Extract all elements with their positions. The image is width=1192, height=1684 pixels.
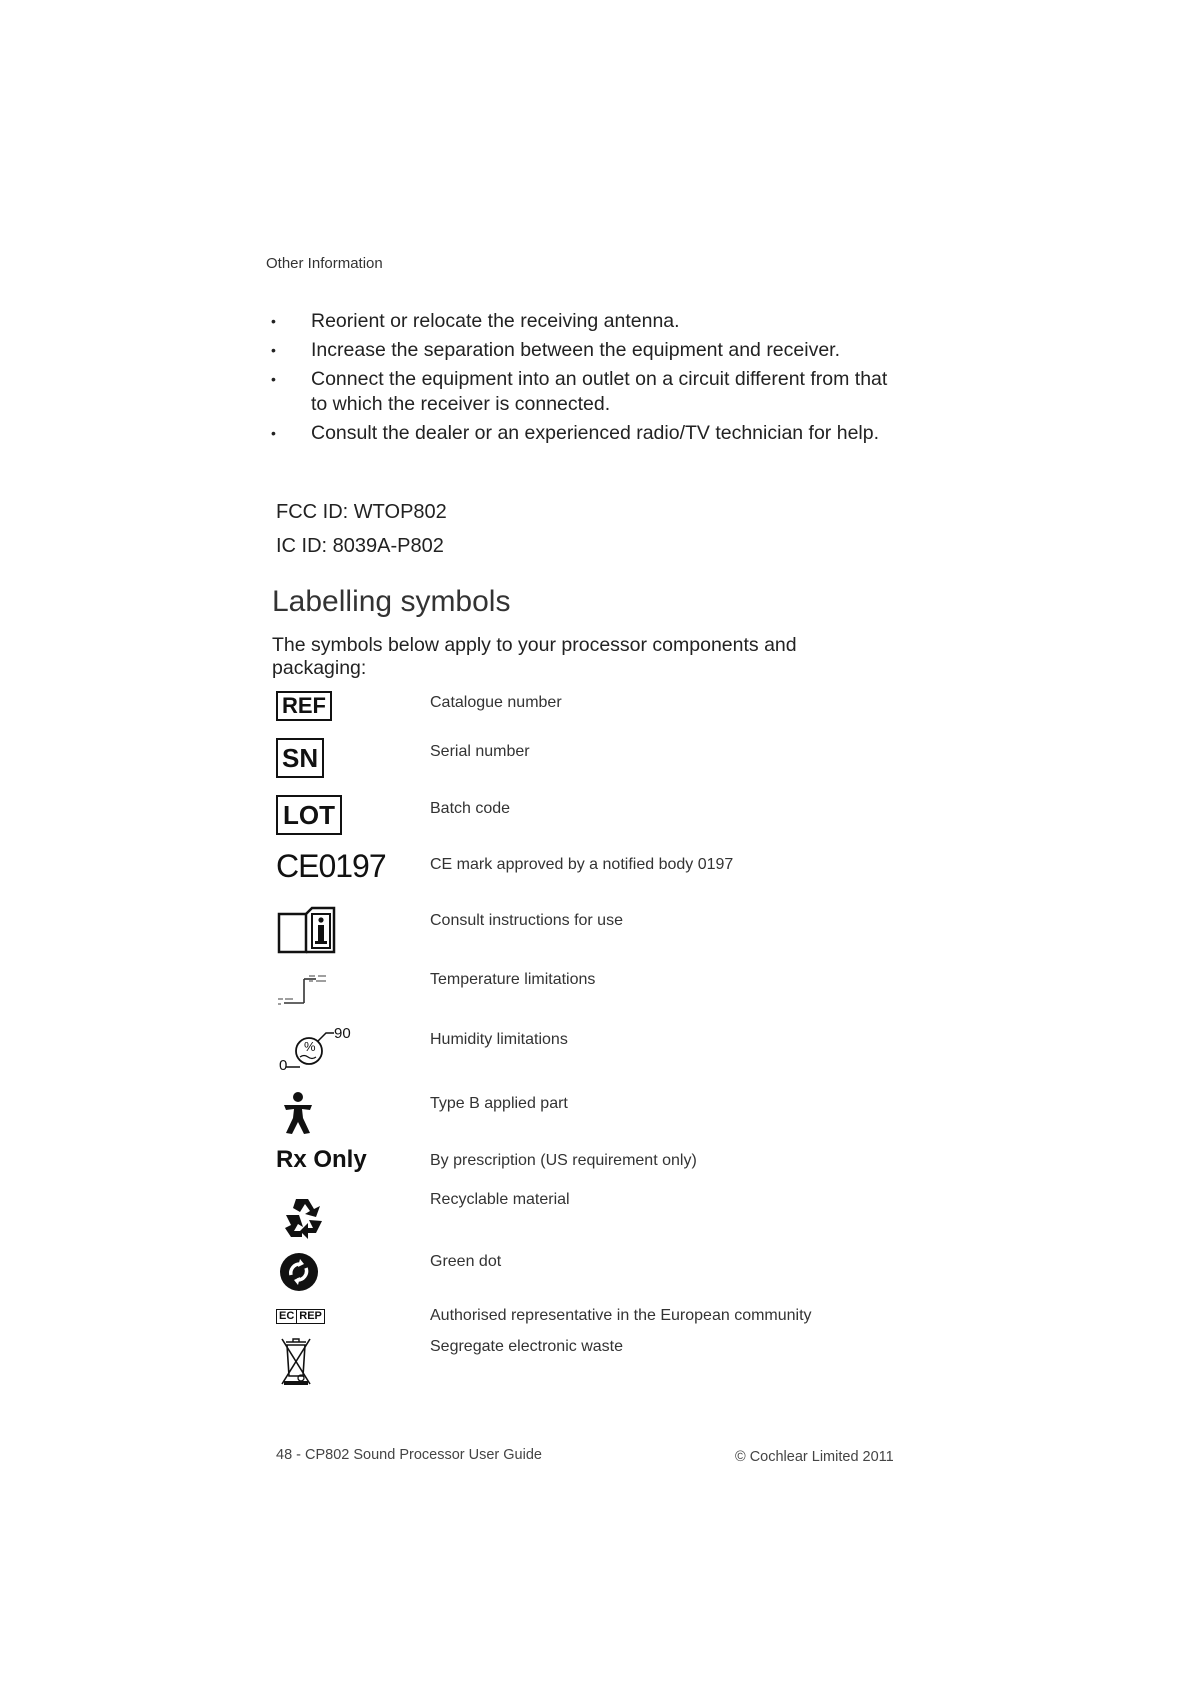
symbol-row-ce [0,848,1192,884]
lot-icon: LOT [276,795,342,835]
symbol-row-temperature [0,971,1192,988]
humidity-percent: % [304,1039,316,1054]
regulatory-ids [276,495,447,563]
humidity-high: 90 [334,1025,351,1042]
section-label: Other Information [266,255,383,272]
symbol-description: By prescription (US requirement only) [430,1152,697,1169]
ref-icon: REF [276,691,332,721]
fcc-id: FCC ID: WTOP802 [276,501,447,523]
list-item: • Connect the equipment into an outlet on a circuit different from that to which the receiver is connected. [271,368,888,415]
footer-page-title: 48 - CP802 Sound Processor User Guide [276,1447,542,1463]
symbol-row-type-b [0,1095,1192,1112]
symbol-description: Authorised representative in the European community [430,1307,812,1324]
sn-icon: SN [276,738,324,778]
symbol-row-sn [0,743,1192,773]
symbol-description: CE mark approved by a notified body 0197 [430,856,734,873]
symbol-description: Segregate electronic waste [430,1338,623,1355]
symbol-description: Consult instructions for use [430,912,623,929]
list-item: • Increase the separation between the equipment and receiver. [271,339,841,361]
ec-rep-icon: EC REP [276,1306,325,1324]
symbol-description: Serial number [430,743,530,760]
weee-bin-icon [280,1336,312,1393]
green-dot-icon [278,1251,320,1298]
symbol-row-recycle [0,1191,1192,1208]
humidity-low: 0 [279,1057,288,1074]
symbol-description: Batch code [430,800,511,817]
symbol-row-ref [0,693,1192,718]
symbol-description: Green dot [430,1253,502,1270]
recycle-icon [278,1195,326,1246]
labelling-heading: Labelling symbols [272,585,511,618]
bullet-glyph: • [271,425,276,441]
temperature-icon [276,973,336,1012]
ce-mark-icon: CE0197 [276,848,386,884]
bullet-glyph: • [271,313,276,329]
bullet-glyph: • [271,342,276,358]
symbol-row-green-dot [0,1253,1192,1270]
symbol-row-rx [0,1146,1192,1173]
bullet-glyph: • [271,371,276,387]
instructions-icon [276,906,338,961]
humidity-icon [276,1027,356,1077]
ic-id: IC ID: 8039A-P802 [276,535,444,557]
symbol-row-humidity [0,1025,1192,1074]
footer-copyright: © Cochlear Limited 2011 [735,1449,894,1465]
symbol-description: Temperature limitations [430,971,596,988]
symbol-description: Catalogue number [430,694,562,711]
rx-only-icon: Rx Only [276,1146,367,1173]
symbol-row-lot [0,800,1192,830]
interference-measures-list [266,309,906,450]
type-b-applied-part-icon [280,1091,316,1140]
symbol-description: Humidity limitations [430,1031,568,1048]
symbol-description: Type B applied part [430,1095,568,1112]
symbol-row-weee [0,1338,1192,1355]
labelling-intro: The symbols below apply to your processor components and packaging: [272,634,797,679]
list-item: • Reorient or relocate the receiving antenna. [271,310,680,332]
symbol-row-instructions [0,912,1192,929]
symbol-row-ec-rep [0,1307,1192,1324]
list-item: • Consult the dealer or an experienced radio/TV technician for help. [271,422,880,444]
symbol-description: Recyclable material [430,1191,570,1208]
